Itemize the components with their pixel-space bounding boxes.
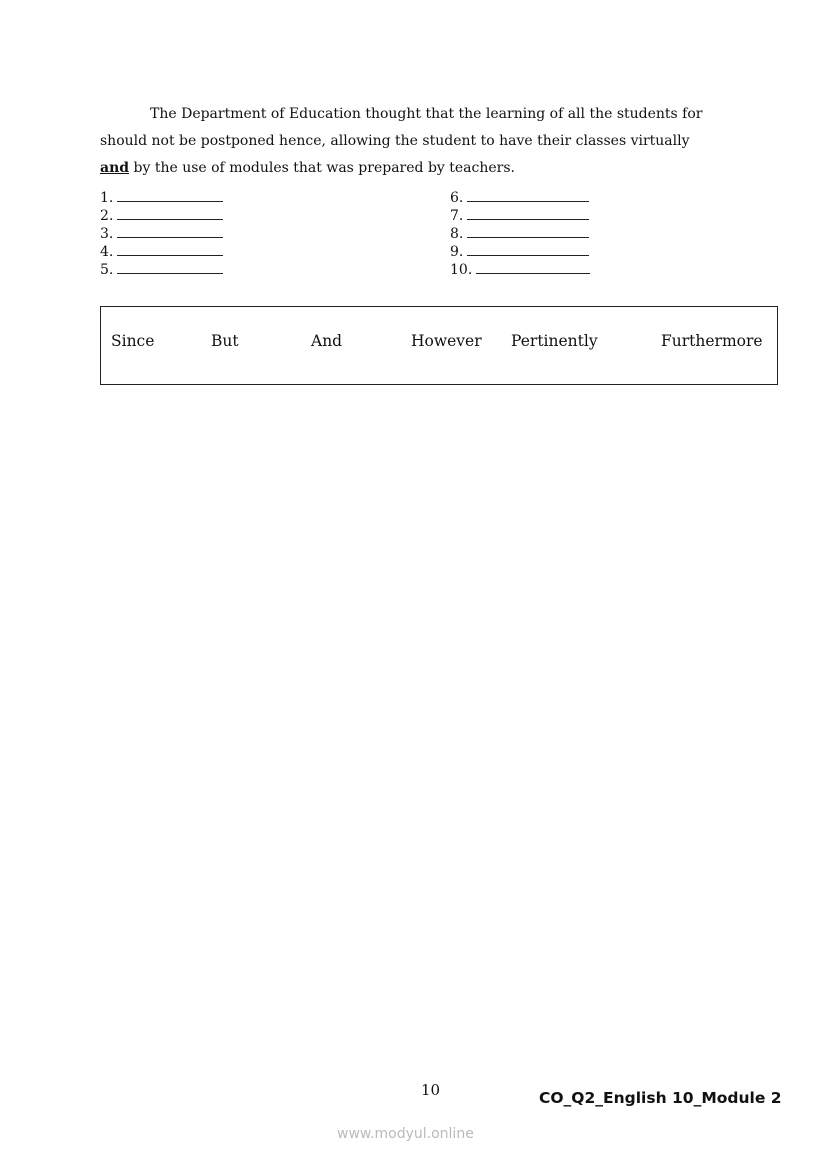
answer-number: 8. xyxy=(450,226,464,242)
answer-blank[interactable] xyxy=(476,260,590,274)
answer-blank[interactable] xyxy=(467,188,589,202)
highlighted-conjunction: and xyxy=(100,160,130,176)
answer-item xyxy=(450,224,589,243)
answer-number: 7. xyxy=(450,208,464,224)
answer-blank[interactable] xyxy=(117,242,223,256)
answer-number: 3. xyxy=(100,226,114,242)
paragraph-text: by the use of modules that was prepared by teachers. xyxy=(129,160,515,176)
answer-blank[interactable] xyxy=(117,224,223,238)
answer-item xyxy=(100,242,223,261)
answer-item xyxy=(100,188,223,207)
word-option: Pertinently xyxy=(511,332,598,350)
answer-number: 5. xyxy=(100,262,114,278)
watermark: www.modyul.online xyxy=(337,1126,474,1142)
answer-blank[interactable] xyxy=(467,242,589,256)
word-box xyxy=(100,306,778,385)
module-code: CO_Q2_English 10_Module 2 xyxy=(539,1089,782,1107)
word-option: Furthermore xyxy=(661,332,763,350)
paragraph-line: The Department of Education thought that the learning of all the students for xyxy=(150,106,703,122)
answer-item xyxy=(100,260,223,279)
answer-blank[interactable] xyxy=(117,260,223,274)
answer-number: 9. xyxy=(450,244,464,260)
answer-number: 10. xyxy=(450,262,473,278)
answer-item xyxy=(450,206,589,225)
answer-blank[interactable] xyxy=(467,224,589,238)
answer-item xyxy=(450,188,589,207)
paragraph-line xyxy=(100,160,515,176)
word-option: But xyxy=(211,332,239,350)
answer-item xyxy=(100,206,223,225)
answer-blank[interactable] xyxy=(117,188,223,202)
paragraph-line: should not be postponed hence, allowing the student to have their classes virtually xyxy=(100,133,690,149)
answer-item xyxy=(450,260,590,279)
word-option: However xyxy=(411,332,482,350)
page-number: 10 xyxy=(421,1081,441,1099)
answer-item xyxy=(100,224,223,243)
answer-number: 6. xyxy=(450,190,464,206)
answer-number: 1. xyxy=(100,190,114,206)
answer-blank[interactable] xyxy=(467,206,589,220)
answer-number: 4. xyxy=(100,244,114,260)
answer-item xyxy=(450,242,589,261)
answer-number: 2. xyxy=(100,208,114,224)
word-option: Since xyxy=(111,332,155,350)
answer-blank[interactable] xyxy=(117,206,223,220)
word-option: And xyxy=(311,332,343,350)
